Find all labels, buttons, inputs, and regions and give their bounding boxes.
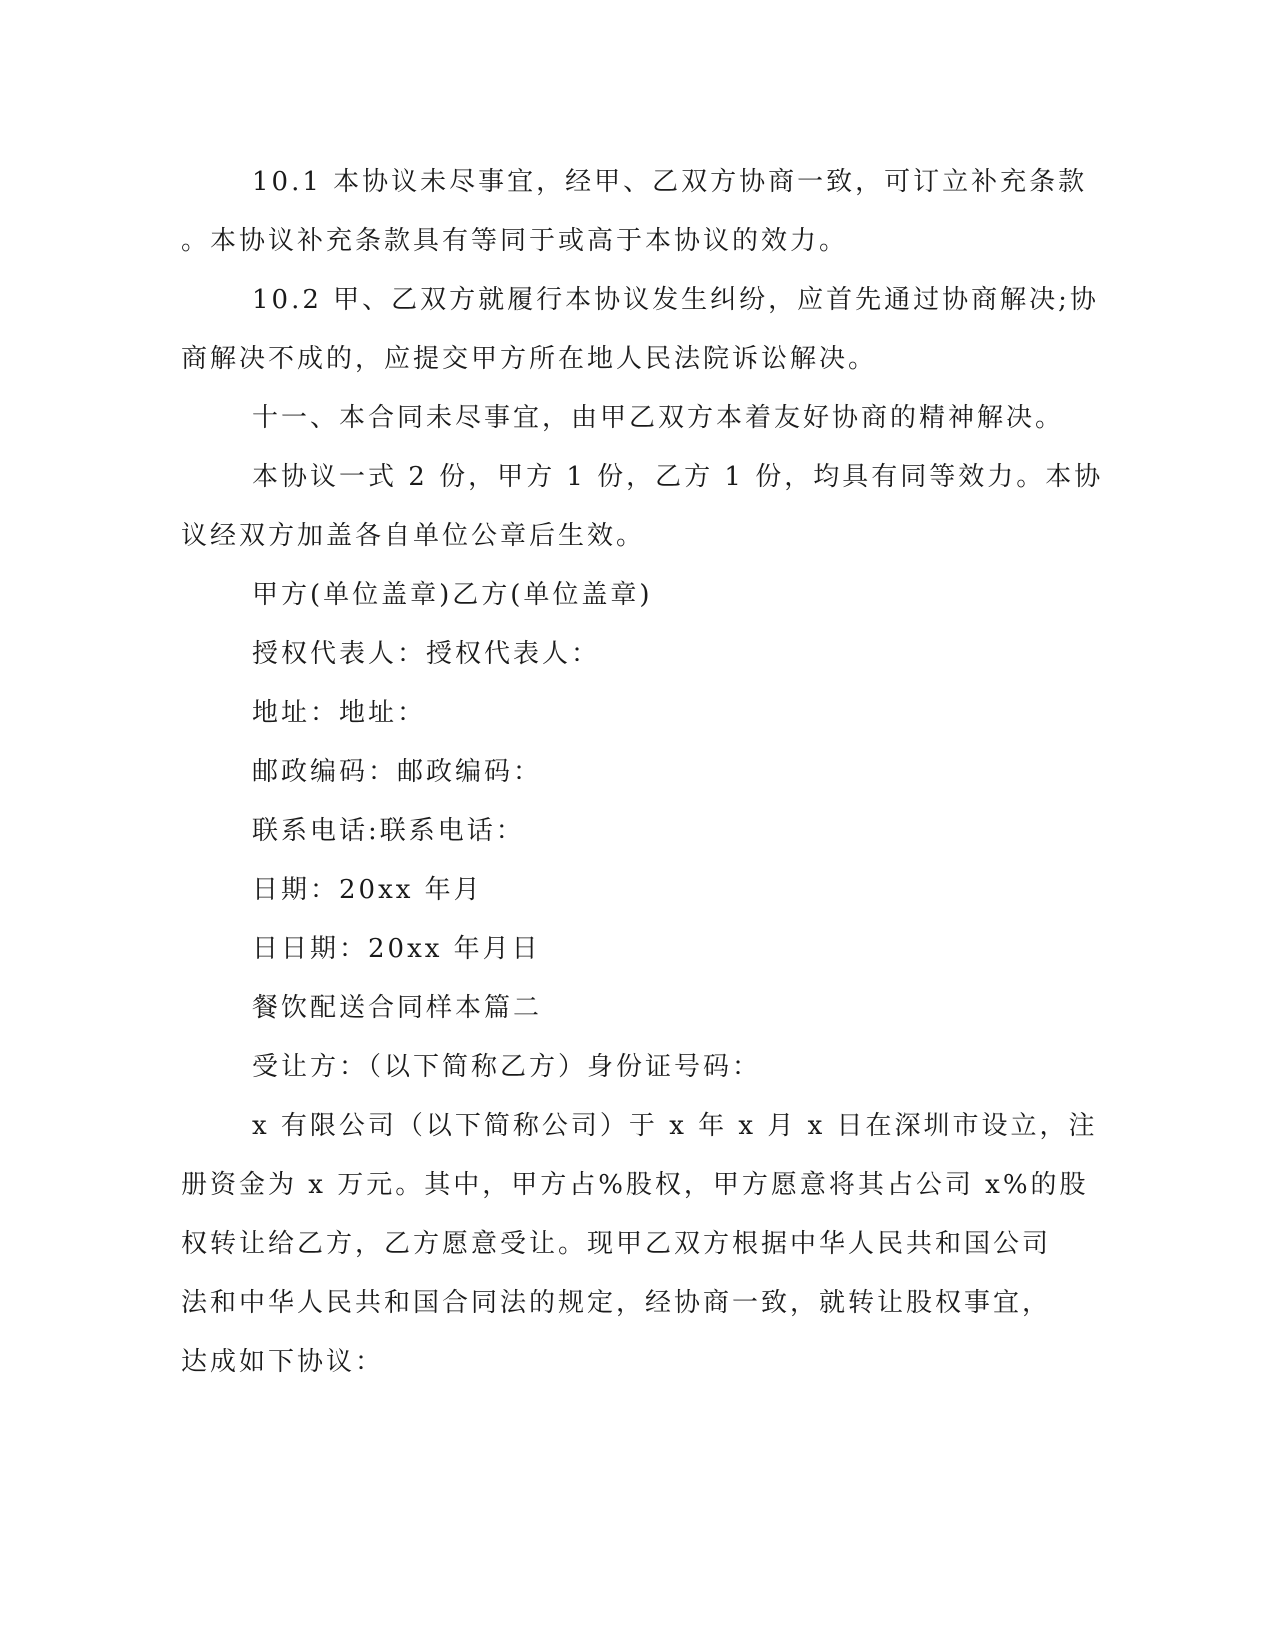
transferee-line: 受让方：（以下简称乙方）身份证号码：: [252, 1052, 762, 1082]
address-line: 地址：地址：: [252, 698, 427, 728]
copies-clause-line-2: 议经双方加盖各自单位公章后生效。: [181, 521, 646, 551]
preamble-line-2: 册资金为 x 万元。其中，甲方占%股权，甲方愿意将其占公司 x%的股: [181, 1170, 1089, 1200]
preamble-line-4: 法和中华人民共和国合同法的规定，经协商一致，就转让股权事宜，: [181, 1288, 1052, 1318]
date-line-1: 日期：20xx 年月: [252, 875, 483, 905]
postal-code-line: 邮政编码：邮政编码：: [252, 757, 543, 787]
preamble-line-1: x 有限公司（以下简称公司）于 x 年 x 月 x 日在深圳市设立，注: [252, 1111, 1098, 1141]
section-title: 餐饮配送合同样本篇二: [252, 993, 543, 1023]
clause-10-2-line-1: 10.2 甲、乙双方就履行本协议发生纠纷，应首先通过协商解决;协: [252, 285, 1099, 315]
clause-10-1-line-1: 10.1 本协议未尽事宜，经甲、乙双方协商一致，可订立补充条款: [252, 167, 1088, 197]
preamble-line-5: 达成如下协议：: [181, 1347, 385, 1377]
authorized-rep-line: 授权代表人：授权代表人：: [252, 639, 601, 669]
phone-line: 联系电话:联系电话：: [252, 816, 525, 846]
clause-10-1-line-2: 。本协议补充条款具有等同于或高于本协议的效力。: [181, 226, 849, 256]
clause-10-2-line-2: 商解决不成的，应提交甲方所在地人民法院诉讼解决。: [181, 344, 878, 374]
party-seal-line: 甲方(单位盖章)乙方(单位盖章): [252, 580, 653, 610]
document-page: [181, 153, 1104, 1392]
copies-clause-line-1: 本协议一式 2 份，甲方 1 份，乙方 1 份，均具有同等效力。本协: [252, 462, 1104, 492]
clause-11: 十一、本合同未尽事宜，由甲乙双方本着友好协商的精神解决。: [252, 403, 1065, 433]
preamble-line-3: 权转让给乙方，乙方愿意受让。现甲乙双方根据中华人民共和国公司: [181, 1229, 1052, 1259]
date-line-2: 日日期：20xx 年月日: [252, 934, 541, 964]
